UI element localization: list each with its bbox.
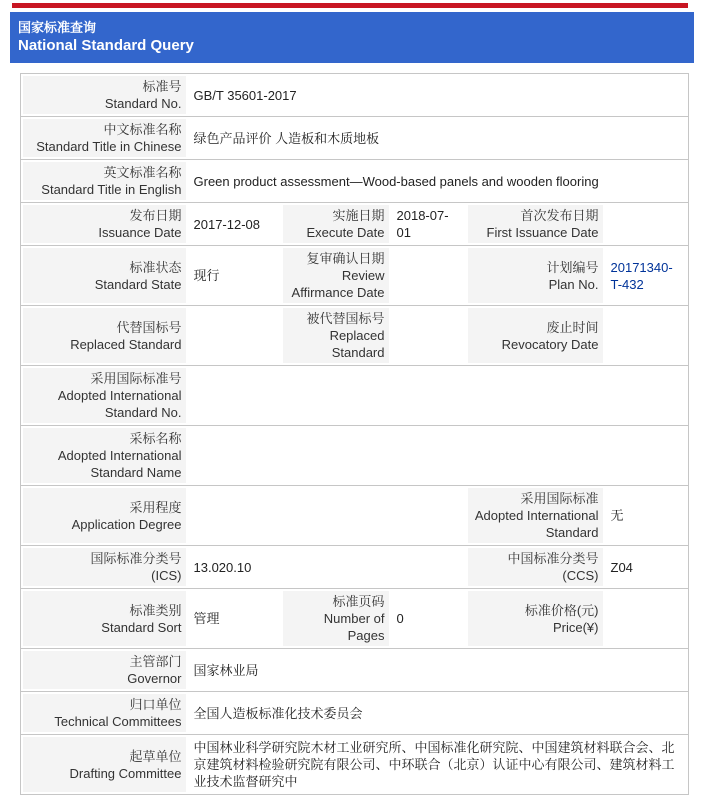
sort-pages-price-value: 管理	[188, 589, 281, 649]
replaced-label	[466, 306, 605, 366]
drafting-committee-label-en: Drafting Committee	[69, 765, 182, 781]
table-row-title-chinese	[21, 117, 689, 160]
dates-label-zh: 发布日期	[129, 208, 182, 223]
replaced-value	[188, 306, 281, 366]
sort-pages-price-value: 0	[391, 589, 466, 649]
classification-label-en: (ICS)	[151, 568, 182, 583]
dates-label-en: First Issuance Date	[486, 225, 599, 240]
governor-label	[21, 649, 188, 692]
state-plan-label-en: Standard State	[94, 276, 182, 292]
application-degree-value: 无	[605, 486, 689, 546]
adopted-intl-name-label-zh: 采标名称	[129, 431, 182, 446]
state-plan-label	[281, 246, 391, 306]
sort-pages-price-label	[21, 589, 188, 649]
governor-label-en: Governor	[127, 671, 182, 686]
standard-no-label	[21, 74, 188, 117]
application-degree-label	[466, 486, 605, 546]
application-degree-label-zh: 采用程度	[129, 499, 182, 515]
table-row-sort-pages-price	[21, 589, 689, 649]
classification-label-en: (CCS)	[562, 568, 599, 583]
state-plan-link[interactable]: 20171340-T-432	[610, 259, 673, 292]
state-plan-label-zh: 计划编号	[546, 259, 599, 275]
drafting-committee-value: 中国林业科学研究院木材工业研究所、中国标准化研究院、中国建筑材料联合会、北京建筑材料检验研究院有限公司、中环联合（北京）认证中心有限公司、建筑材料工业技术监督研究中	[188, 735, 689, 795]
drafting-committee-label-zh: 起草单位	[129, 748, 182, 764]
technical-committees-value: 全国人造板标准化技术委员会	[188, 692, 689, 735]
technical-committees-label-en: Technical Committees	[54, 714, 182, 729]
state-plan-label-zh: 复审确认日期	[306, 251, 385, 266]
page-title-chinese: 国家标准查询	[18, 20, 97, 35]
dates-label-zh: 首次发布日期	[520, 208, 599, 223]
application-degree-label-en: Adopted International Standard	[474, 508, 599, 540]
table-row-state-plan	[21, 246, 689, 306]
replaced-label-en: Replaced Standard	[70, 336, 182, 352]
table-row-classification	[21, 546, 689, 589]
replaced-label	[281, 306, 391, 366]
state-plan-value: 现行	[188, 246, 281, 306]
replaced-label-zh: 被代替国标号	[306, 311, 385, 326]
dates-value: 2018-07-01	[391, 203, 466, 246]
standard-detail-table	[20, 73, 689, 795]
state-plan-label-en: Review Affirmance Date	[291, 268, 385, 300]
title-chinese-label-en: Standard Title in Chinese	[36, 139, 182, 154]
table-row-adopted-intl-no	[21, 366, 689, 426]
adopted-intl-name-label-en: Adopted International Standard Name	[57, 448, 182, 480]
title-english-label-en: Standard Title in English	[41, 182, 182, 197]
table-row-title-english	[21, 160, 689, 203]
table-row-dates	[21, 203, 689, 246]
title-chinese-label-zh: 中文标准名称	[103, 122, 182, 137]
dates-label-en: Issuance Date	[98, 225, 182, 240]
adopted-intl-no-value	[188, 366, 689, 426]
table-row-adopted-intl-name	[21, 426, 689, 486]
sort-pages-price-label-zh: 标准价格(元)	[524, 602, 599, 618]
governor-label-zh: 主管部门	[129, 654, 182, 669]
sort-pages-price-label-en: Number of Pages	[323, 611, 385, 643]
classification-label-zh: 国际标准分类号	[90, 551, 182, 566]
dates-value	[605, 203, 689, 246]
sort-pages-price-value	[605, 589, 689, 649]
title-chinese-label	[21, 117, 188, 160]
table-row-standard-no	[21, 74, 689, 117]
classification-value: Z04	[605, 546, 689, 589]
dates-label-zh: 实施日期	[332, 208, 385, 223]
standard-no-value: GB/T 35601-2017	[188, 74, 689, 117]
technical-committees-label-zh: 归口单位	[129, 697, 182, 712]
dates-label	[281, 203, 391, 246]
dates-label-en: Execute Date	[306, 225, 385, 240]
governor-value: 国家林业局	[188, 649, 689, 692]
sort-pages-price-label	[466, 589, 605, 649]
table-row-application-degree	[21, 486, 689, 546]
application-degree-label-zh: 采用国际标准	[520, 491, 599, 506]
classification-label	[21, 546, 188, 589]
standard-no-label-zh: 标准号	[142, 79, 182, 94]
replaced-value	[605, 306, 689, 366]
standard-no-label-en: Standard No.	[104, 96, 182, 111]
table-row-replaced	[21, 306, 689, 366]
state-plan-label-en: Plan No.	[548, 276, 599, 292]
sort-pages-price-label-en: Standard Sort	[101, 619, 182, 635]
adopted-intl-name-label	[21, 426, 188, 486]
table-row-technical-committees	[21, 692, 689, 735]
title-english-value: Green product assessment—Wood-based panels and wooden flooring	[188, 160, 689, 203]
replaced-label	[21, 306, 188, 366]
table-row-drafting-committee	[21, 735, 689, 795]
replaced-label-zh: 废止时间	[546, 319, 599, 335]
classification-label-zh: 中国标准分类号	[507, 551, 599, 566]
drafting-committee-label	[21, 735, 188, 795]
title-english-label	[21, 160, 188, 203]
application-degree-label-en: Application Degree	[71, 516, 182, 532]
top-red-bar	[12, 3, 688, 8]
dates-value: 2017-12-08	[188, 203, 281, 246]
replaced-label-zh: 代替国标号	[116, 319, 182, 335]
title-english-label-zh: 英文标准名称	[103, 165, 182, 180]
replaced-value	[391, 306, 466, 366]
title-chinese-value: 绿色产品评价 人造板和木质地板	[188, 117, 689, 160]
sort-pages-price-label-zh: 标准类别	[129, 602, 182, 618]
technical-committees-label	[21, 692, 188, 735]
state-plan-label	[466, 246, 605, 306]
classification-value: 13.020.10	[188, 546, 466, 589]
dates-label	[466, 203, 605, 246]
replaced-label-en: Replaced Standard	[329, 328, 385, 360]
sort-pages-price-label	[281, 589, 391, 649]
adopted-intl-no-label-en: Adopted International Standard No.	[57, 388, 182, 420]
sort-pages-price-label-zh: 标准页码	[332, 594, 385, 609]
table-row-governor	[21, 649, 689, 692]
sort-pages-price-label-en: Price(¥)	[552, 619, 599, 635]
classification-label	[466, 546, 605, 589]
adopted-intl-no-label-zh: 采用国际标准号	[90, 371, 182, 386]
state-plan-value	[391, 246, 466, 306]
replaced-label-en: Revocatory Date	[501, 336, 599, 352]
application-degree-value	[188, 486, 466, 546]
standard-detail-section	[20, 73, 688, 795]
application-degree-label	[21, 486, 188, 546]
adopted-intl-name-value	[188, 426, 689, 486]
dates-label	[21, 203, 188, 246]
page-title-english: National Standard Query	[18, 37, 194, 54]
state-plan-label-zh: 标准状态	[129, 259, 182, 275]
state-plan-value	[605, 246, 689, 306]
page-header	[10, 12, 694, 63]
state-plan-label	[21, 246, 188, 306]
adopted-intl-no-label	[21, 366, 188, 426]
